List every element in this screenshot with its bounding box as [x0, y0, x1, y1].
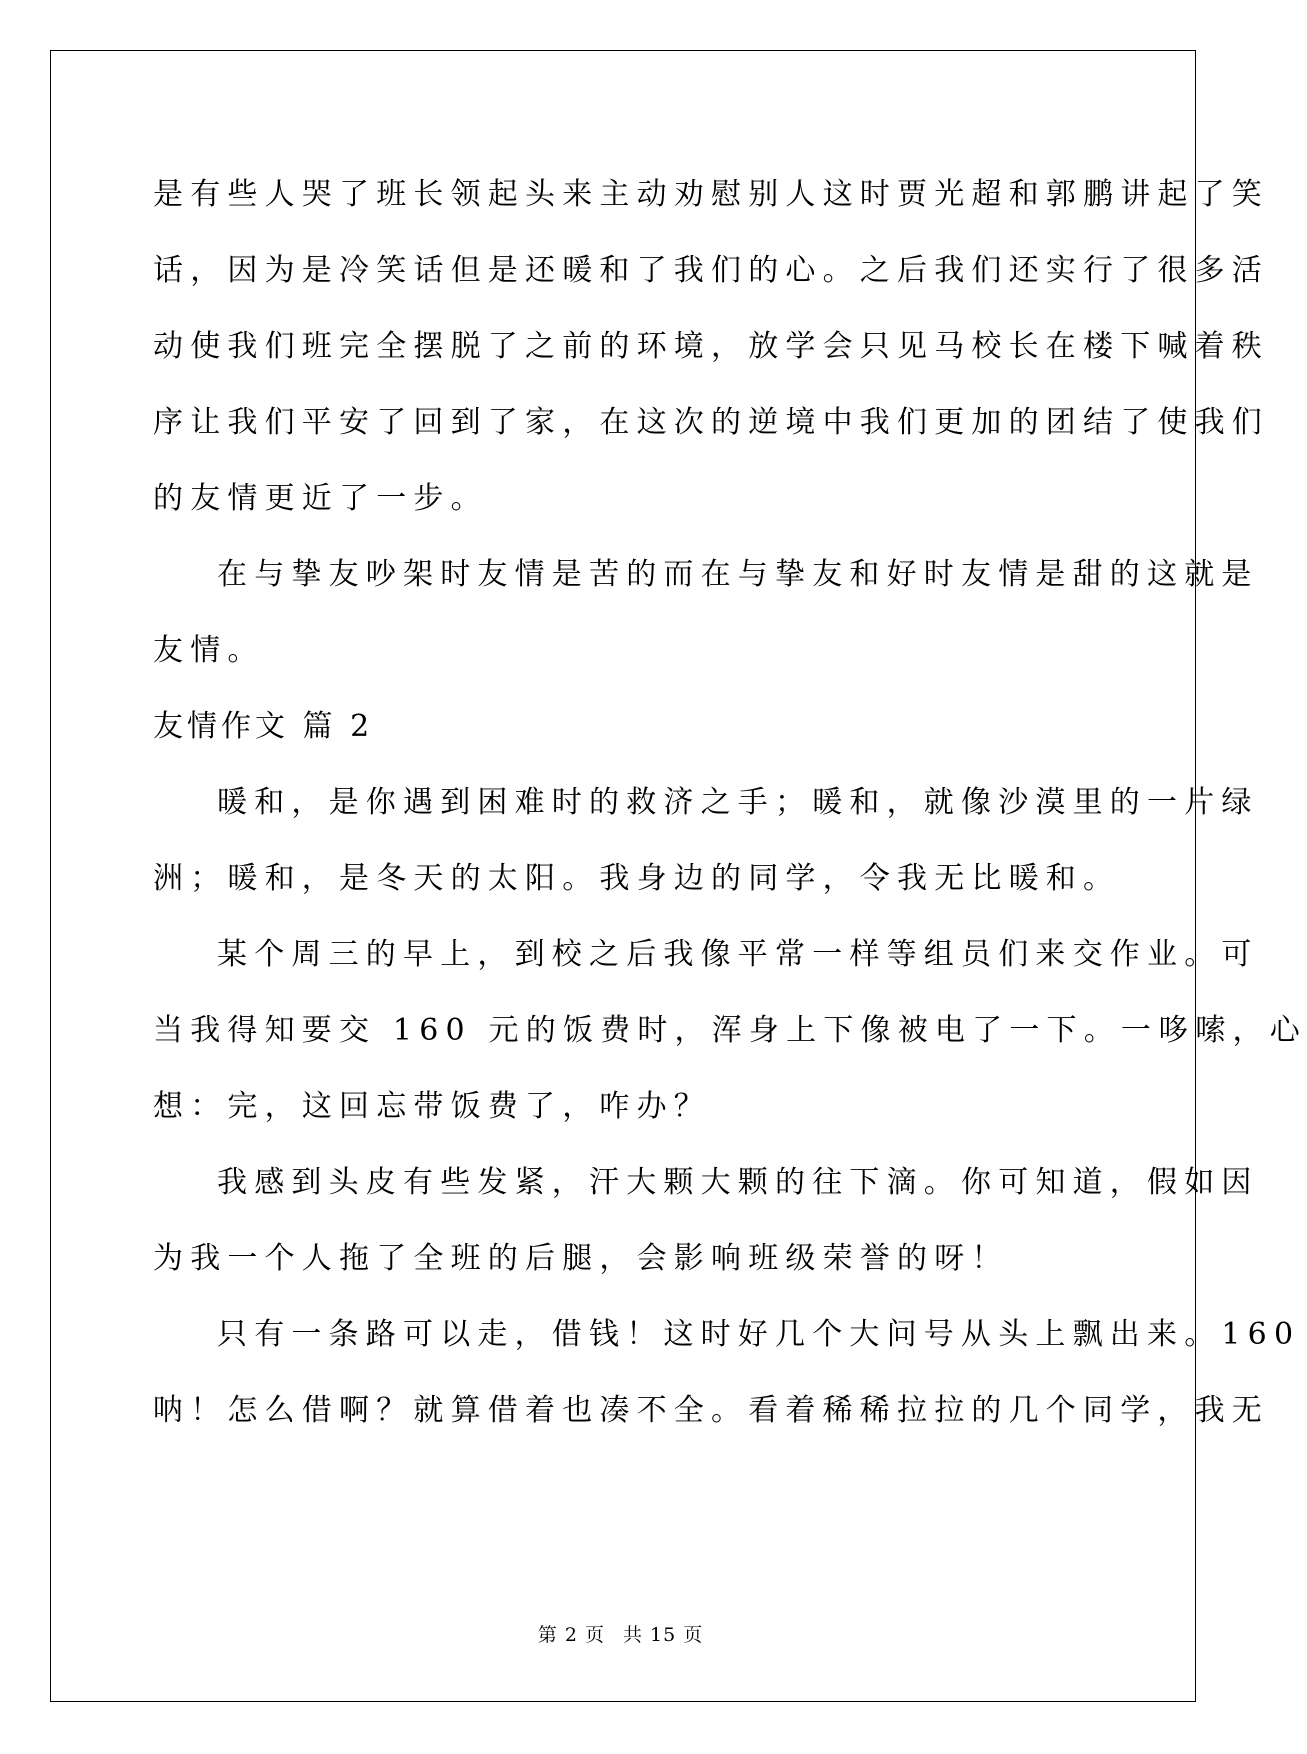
document-body: [153, 165, 1307, 1457]
text-line: 想：完，这回忘带饭费了，咋办？: [153, 1089, 711, 1124]
text-line: 为我一个人拖了全班的后腿，会影响班级荣誉的呀！: [153, 1241, 1009, 1276]
paragraph-start-line: 某个周三的早上，到校之后我像平常一样等组员们来交作业。可: [217, 937, 1259, 972]
text-line: 洲；暖和，是冬天的太阳。我身边的同学，令我无比暖和。: [153, 861, 1121, 896]
page-footer: [0, 1620, 1241, 1647]
text-line: 序让我们平安了回到了家，在这次的逆境中我们更加的团结了使我们: [153, 405, 1269, 440]
total-pages: 共 15 页: [622, 1624, 704, 1646]
section-heading: 友情作文 篇 2: [153, 709, 374, 744]
text-line: 的友情更近了一步。: [153, 481, 488, 516]
text-line: 动使我们班完全摆脱了之前的环境，放学会只见马校长在楼下喊着秩: [153, 329, 1269, 364]
text-line: 话，因为是冷笑话但是还暖和了我们的心。之后我们还实行了很多活: [153, 253, 1269, 288]
paragraph-start-line: 暖和，是你遇到困难时的救济之手；暖和，就像沙漠里的一片绿: [217, 785, 1259, 820]
text-line: 当我得知要交 160 元的饭费时，浑身上下像被电了一下。一哆嗦，心: [153, 1013, 1307, 1048]
text-line: 是有些人哭了班长领起头来主动劝慰别人这时贾光超和郭鹏讲起了笑: [153, 177, 1269, 212]
paragraph-start-line: 只有一条路可以走，借钱！这时好几个大问号从头上飘出来。160: [217, 1317, 1301, 1352]
text-line: 友情。: [153, 633, 265, 668]
paragraph-start-line: 我感到头皮有些发紧，汗大颗大颗的往下滴。你可知道，假如因: [217, 1165, 1259, 1200]
page-number: 第 2 页: [537, 1624, 605, 1646]
paragraph-start-line: 在与挚友吵架时友情是苦的而在与挚友和好时友情是甜的这就是: [217, 557, 1259, 592]
text-line: 呐！怎么借啊？就算借着也凑不全。看着稀稀拉拉的几个同学，我无: [153, 1393, 1269, 1428]
